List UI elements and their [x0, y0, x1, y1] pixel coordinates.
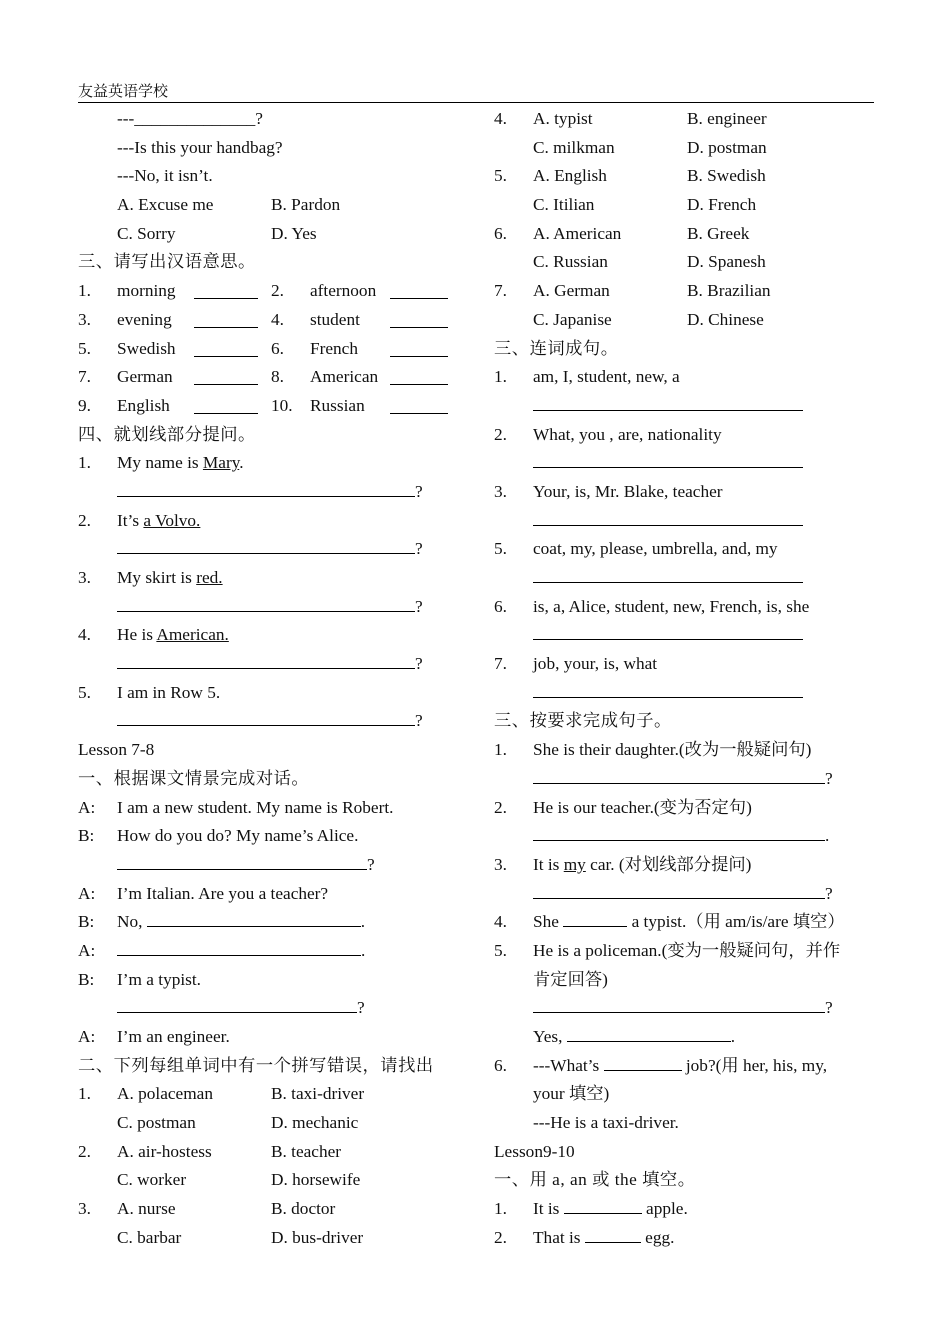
option: B. teacher	[271, 1141, 342, 1161]
school-name: 友益英语学校	[78, 84, 169, 100]
question-text: He is our teacher.(变为否定句)	[533, 797, 752, 817]
right-line-36	[494, 1138, 884, 1167]
left-line-0	[78, 105, 468, 134]
answer-line: ?	[117, 478, 423, 507]
item-number: 1.	[78, 453, 91, 473]
left-line-17	[78, 593, 468, 622]
left-line-38	[78, 1195, 468, 1224]
right-line-31	[494, 994, 884, 1023]
answer-blank[interactable]	[117, 995, 357, 1013]
dialogue-text: ---No, it isn’t.	[117, 166, 213, 186]
answer-blank[interactable]	[533, 680, 803, 698]
option: B. engineer	[687, 109, 767, 128]
vocab-word: French	[310, 338, 358, 358]
item-number: 2.	[494, 797, 507, 817]
left-line-32	[78, 1023, 468, 1052]
left-line-7	[78, 306, 468, 335]
item-number: 1.	[494, 367, 507, 387]
left-line-34	[78, 1080, 468, 1109]
right-line-35	[494, 1109, 884, 1138]
option: B. Swedish	[687, 166, 766, 186]
option: A. American	[533, 223, 622, 243]
right-column	[494, 105, 884, 1253]
right-line-17	[494, 593, 884, 622]
answer-blank[interactable]	[117, 938, 361, 956]
vocab-word: evening	[117, 309, 172, 329]
right-line-20	[494, 679, 884, 708]
right-line-14	[494, 507, 884, 536]
meaning-blank[interactable]	[194, 339, 258, 357]
fill-blank[interactable]	[563, 909, 627, 927]
answer-blank[interactable]	[117, 594, 415, 612]
answer-line: .	[117, 937, 365, 966]
vocab-word: morning	[117, 281, 176, 301]
item-number: 2.	[271, 281, 284, 301]
option: B. Greek	[687, 223, 750, 243]
option: A. air-hostess	[117, 1141, 212, 1161]
question-text: It is apple.	[533, 1195, 688, 1224]
item-number: 4.	[271, 309, 284, 329]
option: D. bus-driver	[271, 1227, 364, 1247]
right-line-37	[494, 1166, 884, 1195]
item-number: 3.	[78, 1199, 91, 1219]
answer-line: ?	[117, 535, 423, 564]
question-text: I’m an engineer.	[117, 1027, 230, 1046]
option: A. typist	[533, 109, 593, 128]
item-number: 6.	[494, 1055, 507, 1075]
answer-blank[interactable]	[533, 450, 803, 468]
left-line-33	[78, 1052, 468, 1081]
option: A. nurse	[117, 1199, 176, 1219]
left-line-29	[78, 937, 468, 966]
right-line-9	[494, 363, 884, 392]
fill-blank[interactable]	[604, 1053, 682, 1071]
left-line-13	[78, 478, 468, 507]
answer-line: .	[533, 822, 829, 851]
question-text: It’s a Volvo.	[117, 510, 201, 530]
right-line-4	[494, 220, 884, 249]
answer-line: ?	[117, 650, 423, 679]
item-number: A:	[78, 940, 96, 960]
right-line-8	[494, 335, 884, 364]
section-heading: 三、请写出汉语意思。	[78, 252, 256, 272]
option: D. French	[687, 195, 757, 215]
dialogue-text: ---______________?	[117, 109, 263, 128]
right-line-39	[494, 1224, 884, 1253]
option: B. taxi-driver	[271, 1084, 365, 1104]
right-line-30	[494, 966, 884, 995]
answer-line	[533, 564, 803, 593]
answer-blank[interactable]	[533, 393, 803, 411]
left-line-28	[78, 908, 468, 937]
right-line-11	[494, 421, 884, 450]
item-number: 4.	[494, 912, 507, 932]
left-line-11	[78, 421, 468, 450]
section-heading: 三、按要求完成句子。	[494, 711, 672, 731]
item-number: 9.	[78, 395, 91, 415]
answer-line: Yes, .	[533, 1023, 735, 1052]
left-line-39	[78, 1224, 468, 1253]
answer-line	[533, 449, 803, 478]
left-line-10	[78, 392, 468, 421]
answer-line	[533, 621, 803, 650]
section-heading: 二、下列每组单词中有一个拼写错误，请找出	[78, 1055, 434, 1075]
left-line-6	[78, 277, 468, 306]
item-number: 4.	[494, 109, 507, 128]
option: D. Spanesh	[687, 252, 766, 272]
vocab-word: German	[117, 367, 173, 387]
vocab-word: American	[310, 367, 379, 387]
right-line-2	[494, 162, 884, 191]
meaning-blank[interactable]	[390, 367, 448, 385]
meaning-blank[interactable]	[390, 339, 448, 357]
question-text: He is a policeman.(变为一般疑问句，并作	[533, 940, 841, 960]
question-text: What, you , are, nationality	[533, 424, 722, 444]
answer-blank[interactable]	[117, 651, 415, 669]
lesson-title: Lesson9-10	[494, 1141, 575, 1161]
left-line-36	[78, 1138, 468, 1167]
underlined-part: Mary	[202, 453, 240, 473]
question-text: Your, is, Mr. Blake, teacher	[533, 481, 723, 501]
right-line-32	[494, 1023, 884, 1052]
right-line-34	[494, 1080, 884, 1109]
right-line-3	[494, 191, 884, 220]
left-line-30	[78, 966, 468, 995]
option: D. horsewife	[271, 1170, 361, 1190]
left-line-12	[78, 449, 468, 478]
right-line-24	[494, 794, 884, 823]
question-text: is, a, Alice, student, new, French, is, she	[533, 596, 810, 616]
option: C. postman	[117, 1113, 196, 1133]
meaning-blank[interactable]	[390, 281, 448, 299]
answer-blank[interactable]	[533, 766, 825, 784]
fill-blank[interactable]	[585, 1225, 641, 1243]
meaning-blank[interactable]	[390, 310, 448, 328]
left-line-5	[78, 248, 468, 277]
item-number: 10.	[271, 395, 293, 415]
question-text: coat, my, please, umbrella, and, my	[533, 539, 778, 559]
answer-line	[533, 392, 803, 421]
left-line-9	[78, 363, 468, 392]
item-number: 5.	[494, 166, 507, 186]
question-text: I’m a typist.	[117, 969, 201, 989]
right-line-21	[494, 707, 884, 736]
right-line-7	[494, 306, 884, 335]
page-header	[78, 82, 874, 103]
option: D. Chinese	[687, 309, 764, 329]
right-line-13	[494, 478, 884, 507]
item-number: 7.	[494, 654, 507, 674]
item-number: 6.	[494, 223, 507, 243]
right-line-22	[494, 736, 884, 765]
option: D. mechanic	[271, 1113, 359, 1133]
question-text: I’m Italian. Are you a teacher?	[117, 883, 329, 903]
question-text: It is my car. (对划线部分提问)	[533, 854, 752, 874]
right-line-0	[494, 105, 884, 134]
left-line-23	[78, 765, 468, 794]
vocab-word: English	[117, 395, 170, 415]
meaning-blank[interactable]	[390, 396, 448, 414]
question-text: How do you do? My name’s Alice.	[117, 826, 359, 846]
left-line-20	[78, 679, 468, 708]
answer-blank[interactable]	[533, 823, 825, 841]
left-line-14	[78, 507, 468, 536]
right-line-19	[494, 650, 884, 679]
right-line-18	[494, 621, 884, 650]
right-line-27	[494, 880, 884, 909]
item-number: 6.	[494, 596, 507, 616]
section-heading: 三、连词成句。	[494, 338, 619, 358]
answer-blank[interactable]	[117, 708, 415, 726]
dialogue-text: ---Is this your handbag?	[117, 137, 283, 157]
option: C. Japanise	[533, 309, 612, 329]
left-column	[78, 105, 468, 1253]
left-line-15	[78, 535, 468, 564]
option: C. worker	[117, 1170, 187, 1190]
question-text: ---What’s job?(用 her, his, my,	[533, 1052, 827, 1081]
right-line-28	[494, 908, 884, 937]
vocab-word: Swedish	[117, 338, 176, 358]
answer-blank[interactable]	[533, 622, 803, 640]
item-number: 5.	[78, 338, 91, 358]
continuation-text: 肯定回答)	[533, 969, 608, 989]
question-text: He is American.	[117, 625, 229, 645]
underlined-part: red.	[196, 568, 223, 587]
item-number: 6.	[271, 338, 284, 358]
answer-blank[interactable]	[533, 881, 825, 899]
item-number: 2.	[78, 1141, 91, 1161]
item-number: 3.	[78, 309, 91, 329]
left-line-19	[78, 650, 468, 679]
section-heading: 一、用 a, an 或 the 填空。	[494, 1170, 696, 1190]
answer-line: ?	[533, 880, 833, 909]
option: A. polaceman	[117, 1084, 213, 1104]
answer-blank[interactable]	[117, 479, 415, 497]
meaning-blank[interactable]	[194, 367, 258, 385]
continuation-text: your 填空)	[533, 1084, 610, 1104]
option: B. Brazilian	[687, 281, 771, 301]
left-line-37	[78, 1166, 468, 1195]
question-text: I am a new student. My name is Robert.	[117, 797, 394, 817]
right-line-26	[494, 851, 884, 880]
meaning-blank[interactable]	[194, 281, 258, 299]
right-line-6	[494, 277, 884, 306]
left-line-2	[78, 162, 468, 191]
answer-line: No, .	[117, 908, 365, 937]
section-heading: 四、就划线部分提问。	[78, 424, 256, 444]
item-number: 2.	[494, 1227, 507, 1247]
left-line-4	[78, 220, 468, 249]
item-number: 2.	[78, 510, 91, 530]
left-line-35	[78, 1109, 468, 1138]
section-heading: 一、根据课文情景完成对话。	[78, 768, 310, 788]
underlined-part: a Volvo.	[143, 510, 201, 530]
option: B. doctor	[271, 1199, 336, 1219]
answer-blank[interactable]	[533, 508, 803, 526]
lesson-title: Lesson 7-8	[78, 740, 155, 760]
answer-blank[interactable]	[533, 995, 825, 1013]
continuation-text: ---He is a taxi-driver.	[533, 1113, 679, 1133]
item-number: 5.	[494, 940, 507, 960]
item-number: 3.	[494, 481, 507, 501]
answer-blank[interactable]	[567, 1024, 731, 1042]
vocab-word: afternoon	[310, 281, 377, 301]
right-line-10	[494, 392, 884, 421]
question-text: am, I, student, new, a	[533, 367, 680, 387]
option: D. postman	[687, 137, 767, 157]
item-number: A:	[78, 883, 96, 903]
item-number: 1.	[78, 281, 91, 301]
answer-line	[533, 507, 803, 536]
item-number: B:	[78, 969, 95, 989]
answer-line: ?	[117, 851, 375, 880]
left-line-18	[78, 621, 468, 650]
answer-line: ?	[117, 707, 423, 736]
answer-blank[interactable]	[533, 565, 803, 583]
left-line-21	[78, 707, 468, 736]
meaning-blank[interactable]	[194, 310, 258, 328]
item-number: 1.	[494, 1199, 507, 1219]
vocab-word: student	[310, 309, 360, 329]
answer-blank[interactable]	[117, 536, 415, 554]
question-text: She a typist.（用 am/is/are 填空）	[533, 908, 845, 937]
vocab-word: Russian	[310, 395, 365, 415]
item-number: 3.	[78, 568, 91, 587]
meaning-blank[interactable]	[194, 396, 258, 414]
left-line-1	[78, 134, 468, 163]
right-line-12	[494, 449, 884, 478]
right-line-38	[494, 1195, 884, 1224]
underlined-part: my	[563, 854, 586, 874]
item-number: 2.	[494, 424, 507, 444]
right-line-33	[494, 1052, 884, 1081]
right-line-25	[494, 822, 884, 851]
fill-blank[interactable]	[564, 1196, 642, 1214]
left-line-3	[78, 191, 468, 220]
left-line-25	[78, 822, 468, 851]
item-number: 5.	[494, 539, 507, 559]
option: C. Itilian	[533, 195, 595, 215]
left-line-26	[78, 851, 468, 880]
question-text: job, your, is, what	[533, 654, 658, 674]
right-line-23	[494, 765, 884, 794]
item-number: 1.	[78, 1084, 91, 1104]
right-line-1	[494, 134, 884, 163]
left-line-22	[78, 736, 468, 765]
option: B. Pardon	[271, 195, 341, 215]
option: C. Russian	[533, 252, 608, 272]
question-text: She is their daughter.(改为一般疑问句)	[533, 740, 812, 760]
question-text: That is egg.	[533, 1224, 674, 1253]
item-number: 1.	[494, 740, 507, 760]
item-number: A:	[78, 1027, 96, 1046]
item-number: 4.	[78, 625, 91, 645]
answer-line	[533, 679, 803, 708]
left-line-8	[78, 335, 468, 364]
left-line-24	[78, 794, 468, 823]
left-line-16	[78, 564, 468, 593]
option: C. barbar	[117, 1227, 182, 1247]
right-line-16	[494, 564, 884, 593]
item-number: A:	[78, 797, 96, 817]
question-text: My name is Mary.	[117, 453, 244, 473]
answer-line: ?	[117, 593, 423, 622]
item-number: 8.	[271, 367, 284, 387]
item-number: 7.	[494, 281, 507, 301]
right-line-5	[494, 248, 884, 277]
question-text: I am in Row 5.	[117, 682, 221, 702]
item-number: B:	[78, 826, 95, 846]
answer-blank[interactable]	[147, 909, 361, 927]
answer-line: ?	[117, 994, 365, 1023]
answer-blank[interactable]	[117, 852, 367, 870]
option: A. English	[533, 166, 607, 186]
item-number: 3.	[494, 854, 507, 874]
option: A. Excuse me	[117, 195, 214, 215]
left-line-27	[78, 880, 468, 909]
left-line-31	[78, 994, 468, 1023]
answer-line: ?	[533, 994, 833, 1023]
right-line-29	[494, 937, 884, 966]
option: C. Sorry	[117, 223, 176, 243]
underlined-part: American.	[156, 625, 229, 645]
item-number: 5.	[78, 682, 91, 702]
option: A. German	[533, 281, 610, 301]
answer-line: ?	[533, 765, 833, 794]
option: D. Yes	[271, 223, 317, 243]
option: C. milkman	[533, 137, 615, 157]
right-line-15	[494, 535, 884, 564]
item-number: 7.	[78, 367, 91, 387]
question-text: My skirt is red.	[117, 568, 223, 587]
item-number: B:	[78, 912, 95, 932]
